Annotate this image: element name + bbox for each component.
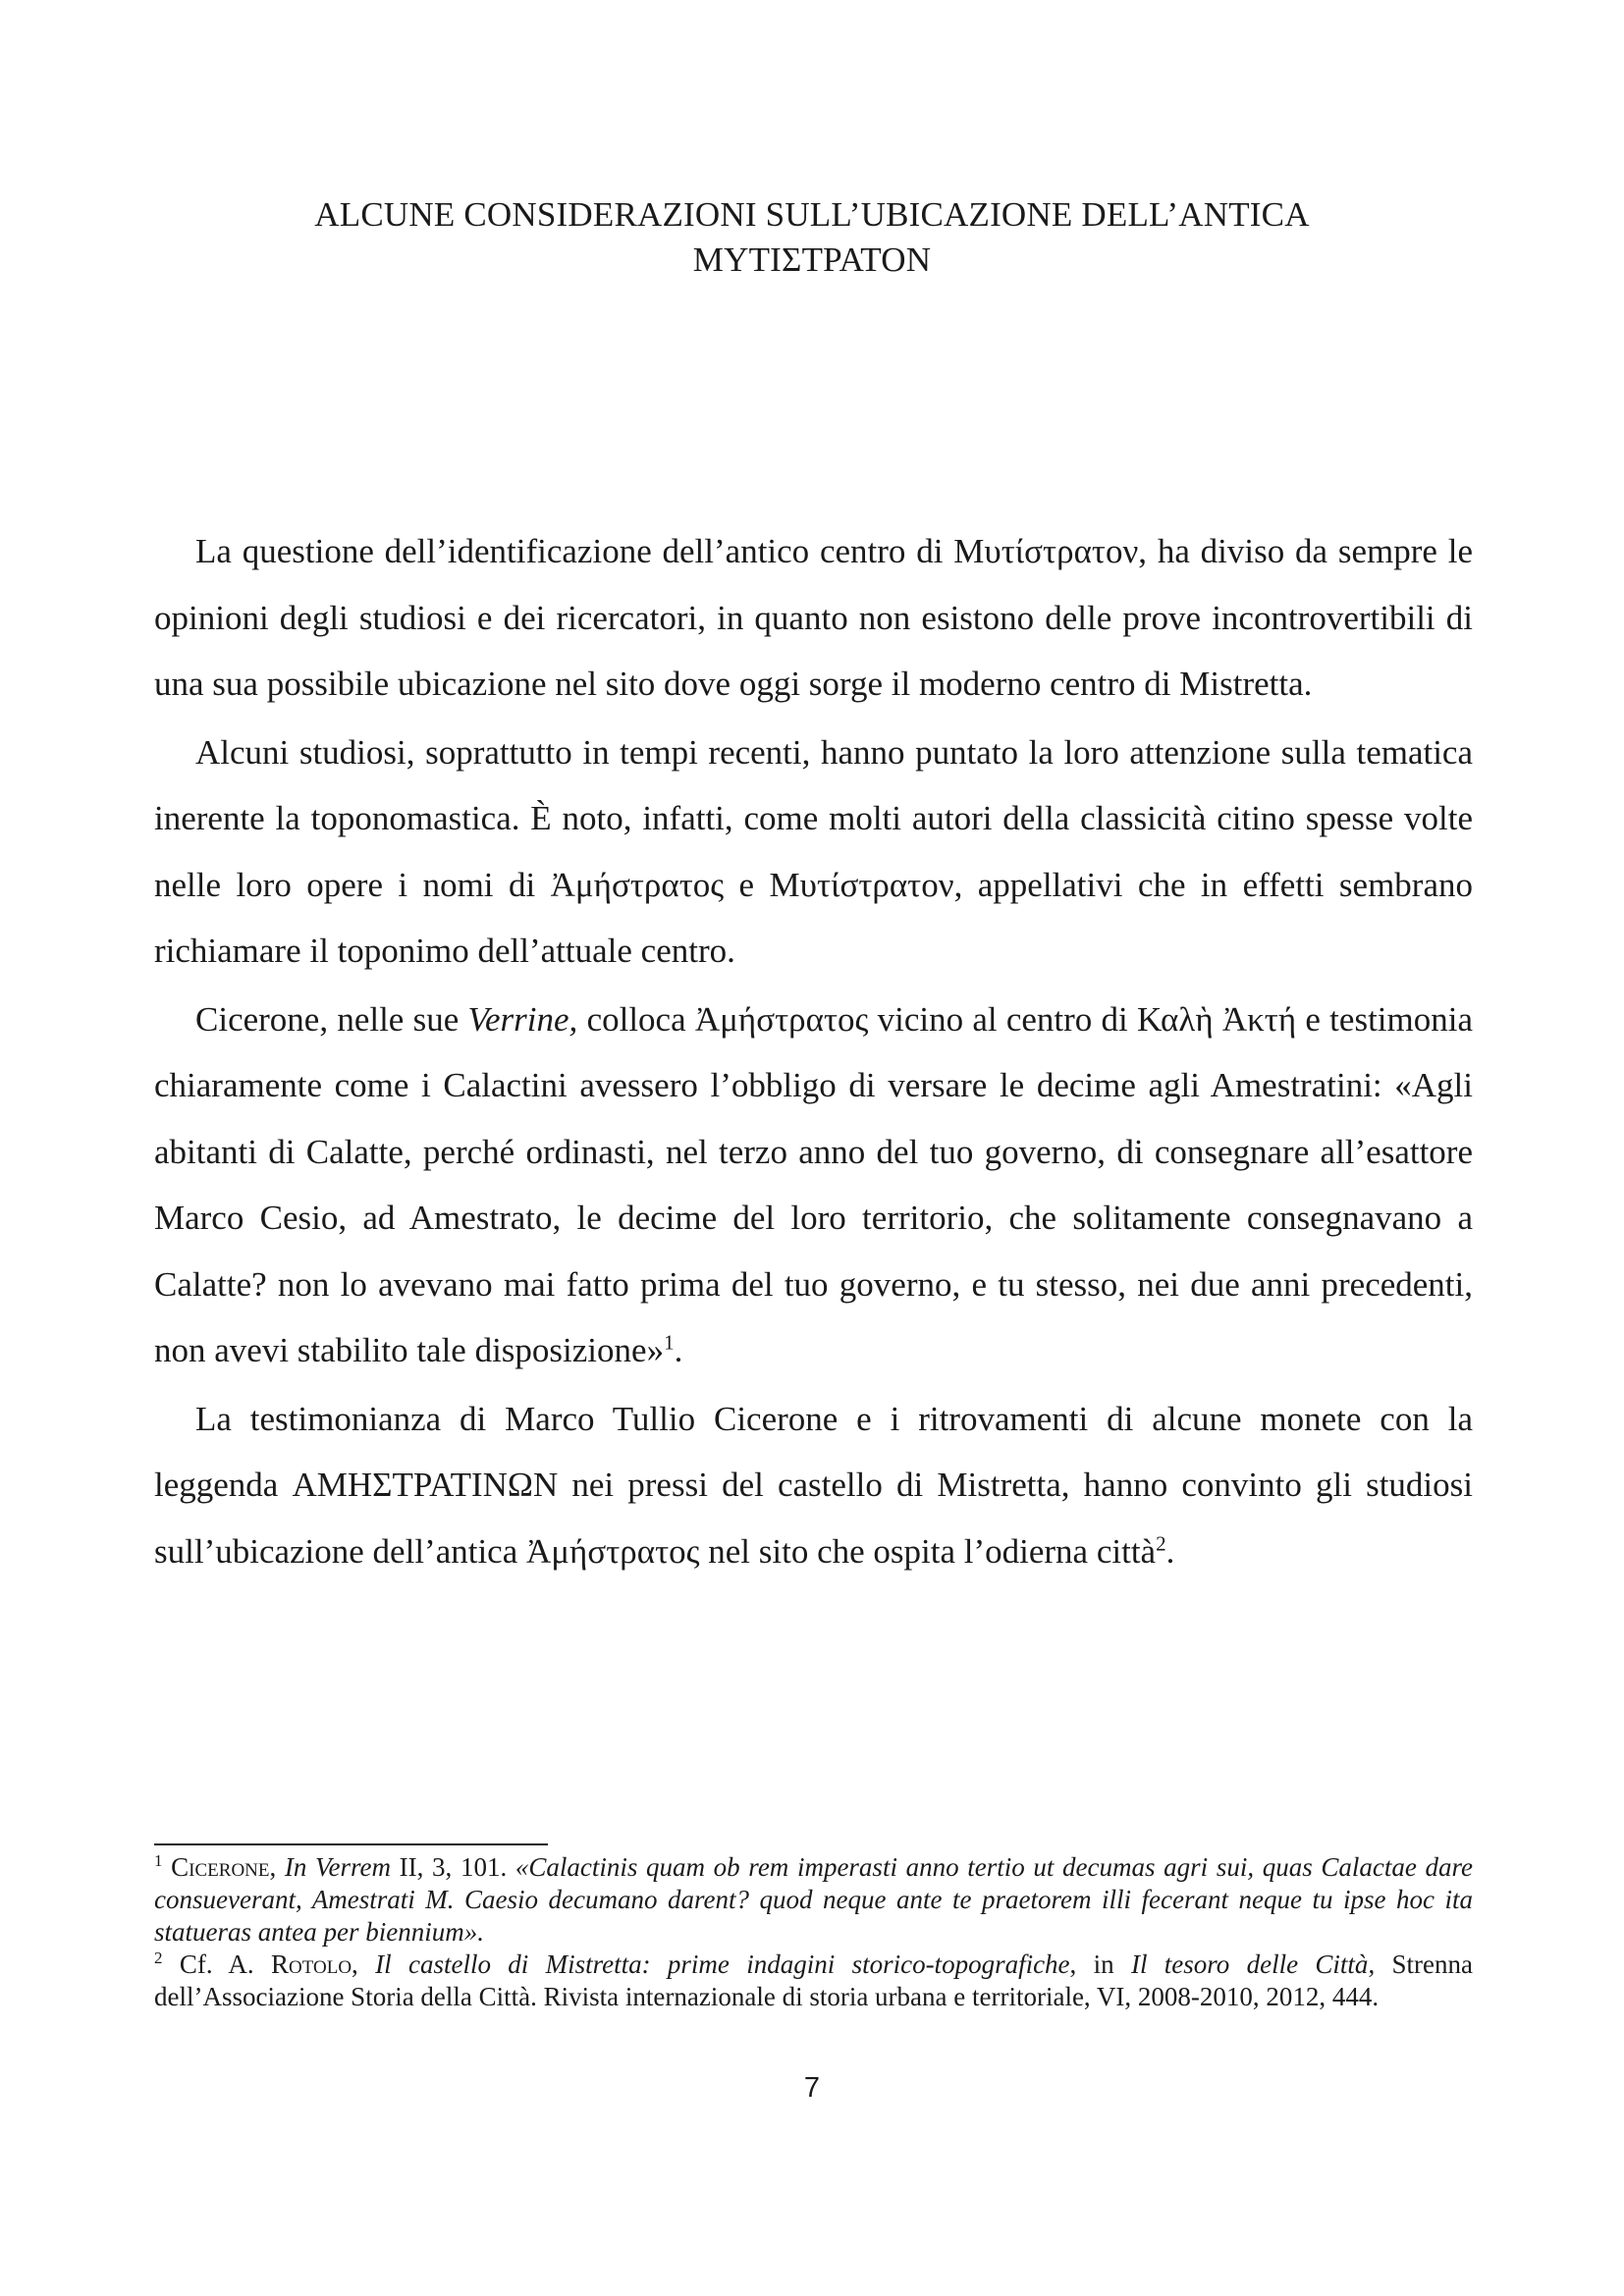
page-number: 7 (803, 2072, 821, 2104)
footnote-1-sep: , (269, 1852, 285, 1882)
footnote-2-work2: Il tesoro delle Città (1130, 1949, 1369, 1979)
footnote-1-ref: II, 3, 101. (391, 1852, 515, 1882)
footnote-2-mid: , in (1069, 1949, 1131, 1979)
paragraph-3 (154, 987, 1473, 1384)
paragraph-4 (154, 1386, 1473, 1585)
footnote-separator (154, 1843, 548, 1845)
footnote-2-work: Il castello di Mistretta: prime indagini storico-topografiche (375, 1949, 1070, 1979)
footnote-1-work: In Verrem (284, 1852, 392, 1882)
body-text (154, 518, 1473, 1584)
footnote-2-prefix: Cf. A. (162, 1949, 271, 1979)
footnote-ref-1[interactable]: 1 (664, 1330, 675, 1355)
footnote-2 (154, 1949, 1473, 2013)
paragraph-3-end: . (674, 1331, 683, 1369)
paragraph-3-start: Cicerone, nelle sue (195, 999, 468, 1039)
page-title (157, 192, 1467, 283)
footnote-2-number: 2 (154, 1949, 163, 1967)
paragraph-4-text: La testimonianza di Marco Tullio Cicerone e i ritrovamenti di alcune monete con la leggenda ΑΜΗΣΤΡΑΤΙΝΩΝ nei pressi del castello di Mistretta, hanno convinto gli studiosi sull’ubicazione dell’antica Ἀμήστρατος nel sito che ospita l’odierna città (154, 1399, 1473, 1571)
title-line-1: ALCUNE CONSIDERAZIONI SULL’UBICAZIONE DELL’ANTICA (314, 195, 1310, 234)
footnote-2-sep: , (352, 1949, 376, 1979)
paragraph-3-rest: colloca Ἀμήστρατος vicino al centro di Καλὴ Ἀκτή e testimonia chiaramente come i Calactini avessero l’obbligo di versare le decime agli Amestratini: «Agli abitanti di Calatte, perché ordinasti, nel terzo anno del tuo governo, di consegnare all’esattore Marco Cesio, ad Amestrato, le decime del loro territorio, che solitamente consegnavano a Calatte? non lo avevano mai fatto prima del tuo governo, e tu stesso, nei due anni precedenti, non avevi stabilito tale disposizione» (154, 999, 1473, 1369)
paragraph-4-end: . (1165, 1531, 1175, 1571)
paragraph-1: La questione dell’identificazione dell’antico centro di Μυτίστρατον, ha diviso da sempre le opinioni degli studiosi e dei ricercatori, in quanto non esistono delle prove incontrovertibili di una sua possibile ubicazione nel sito dove oggi sorge il moderno centro di Mistretta. (154, 532, 1473, 703)
footnote-1-number: 1 (154, 1851, 163, 1870)
footnote-1 (154, 1851, 1473, 1949)
title-line-2: ΜΥΤΙΣΤΡΑΤΟΝ (692, 240, 932, 279)
footnote-1-quote: «Calactinis quam ob rem imperasti anno tertio ut decumas agri sui, quas Calactae dare consueverant, Amestrati M. Caesio decumano darent? quod neque ante te praetorem illi fecerant neque tu ipse hoc ita statueras antea per biennium». (154, 1852, 1473, 1947)
footnote-1-author: Cicerone (171, 1852, 270, 1882)
paragraph-2: Alcuni studiosi, soprattutto in tempi recenti, hanno puntato la loro attenzione sulla tematica inerente la toponomastica. È noto, infatti, come molti autori della classicità citino spesse volte nelle loro opere i nomi di Ἀμήστρατος e Μυτίστρατον, appellativi che in effetti sembrano richiamare il toponimo dell’attuale centro. (154, 732, 1473, 970)
footnote-ref-2[interactable]: 2 (1156, 1530, 1166, 1555)
paragraph-3-italic: Verrine, (467, 999, 578, 1039)
footnotes (154, 1851, 1473, 2013)
footnote-2-author: Rotolo (271, 1949, 352, 1979)
footnote-2-rest: , Strenna dell’Associazione Storia della Città. Rivista internazionale di storia urbana e territoriale, VI, 2008-2010, 2012, 444. (154, 1949, 1473, 2011)
